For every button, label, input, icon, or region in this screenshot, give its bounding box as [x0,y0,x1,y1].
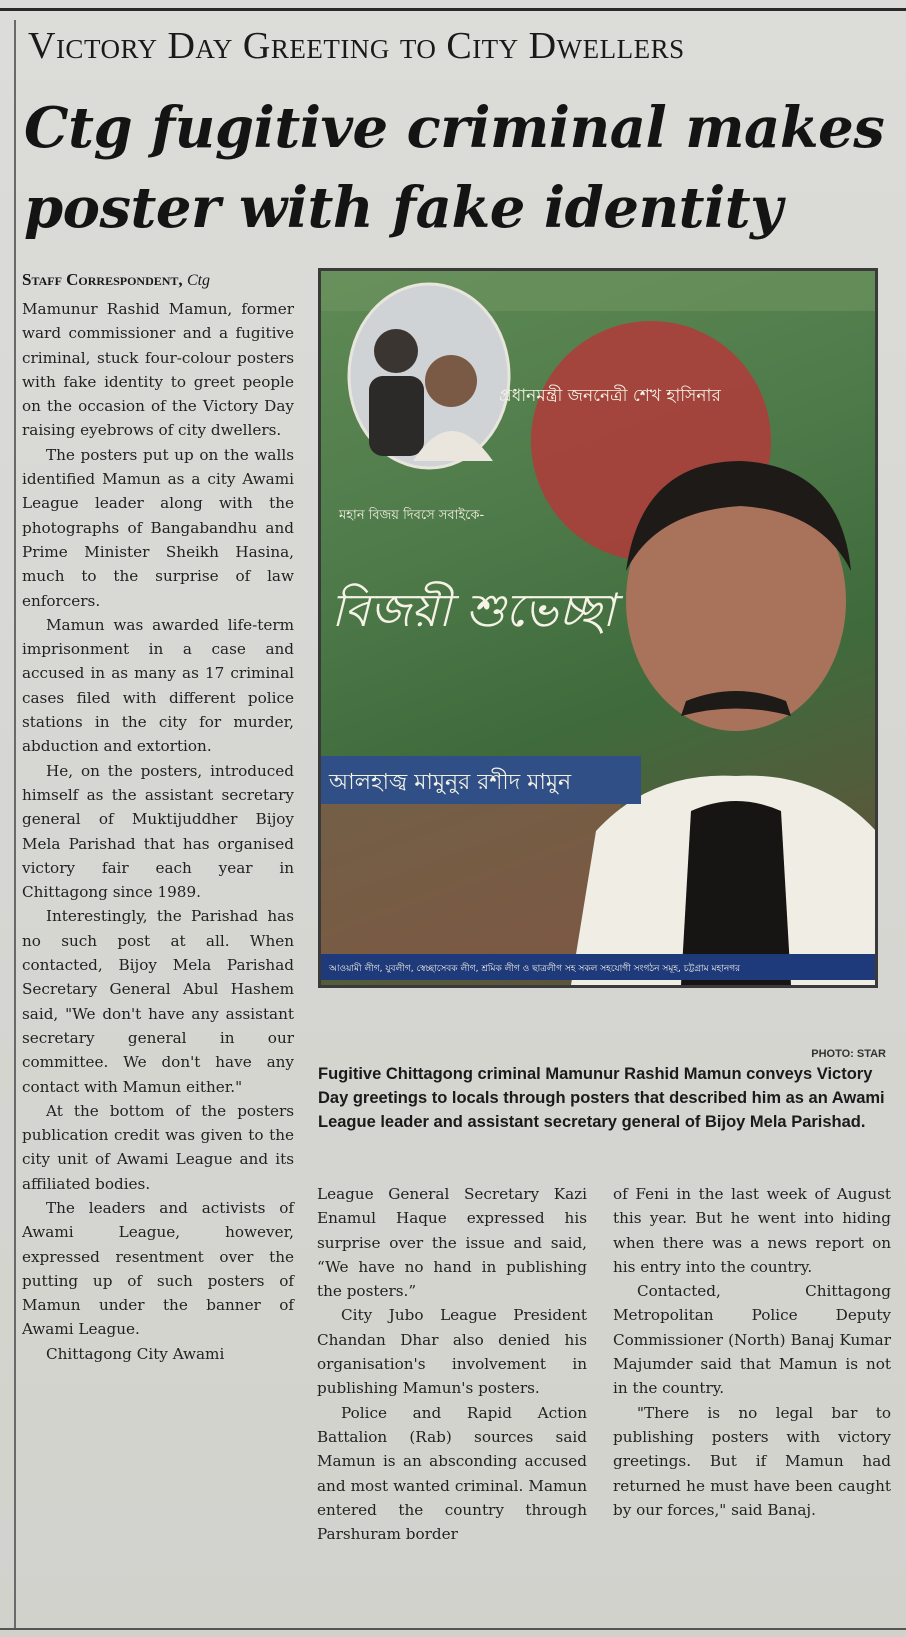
paragraph: Contacted, Chittagong Metropolitan Police Deputy Commissioner (North) Banaj Kumar Majumder said that Mamun is not in the country. [613,1282,891,1398]
paragraph: He, on the posters, introduced himself as the assistant secretary general of Muktijuddher Bijoy Mela Parishad that has organised victory fair each year in Chittagong since 1989. [22,761,294,902]
paragraph: Police and Rapid Action Battalion (Rab) sources said Mamun is an absconding accused and most wanted criminal. Mamun entered the country through Parshuram border [317,1403,587,1544]
photo-credit: PHOTO: STAR [811,1048,886,1060]
poster-top-line: প্রধানমন্ত্রী জননেত্রী শেখ হাসিনার [499,386,721,406]
paragraph: City Jubo League President Chandan Dhar also denied his organisation's involvement in publishing Mamun's posters. [317,1306,587,1398]
poster-name: আলহাজ্ব মামুনুর রশীদ মামুন [329,770,572,795]
left-rule [14,20,16,1630]
paragraph: Chittagong City Awami [46,1344,225,1363]
portrait-figure-2 [425,355,477,407]
poster-photo [318,268,878,988]
portrait-figure-1 [374,329,418,373]
poster-illustration [321,271,875,985]
paragraph: The posters put up on the walls identified Mamun as a city Awami League leader along with the photographs of Bangabandhu and Prime Minister Sheikh Hasina, much to the surprise of law enforcers. [22,445,294,610]
photo-caption: Fugitive Chittagong criminal Mamunur Rashid Mamun conveys Victory Day greetings to locals through posters that described him as an Awami League leader and assistant secretary general of Bijoy Mela Parishad. [318,1065,885,1131]
portrait-figure-1-body [369,376,424,456]
poster-greeting-small: মহান বিজয় দিবসে সবাইকে- [339,508,485,523]
kicker: Victory Day Greeting to City Dwellers [28,25,685,67]
paragraph: Mamunur Rashid Mamun, former ward commissioner and a fugitive criminal, stuck four-colour posters with fake identity to greet people on the occasion of the Victory Day raising eyebrows of city dwellers. [22,300,294,440]
column-1 [22,297,294,1366]
paragraph: At the bottom of the posters publication credit was given to the city unit of Awami League and its affiliated bodies. [22,1101,294,1193]
poster-lower-band [321,791,621,961]
paragraph: of Feni in the last week of August this year. But he went into hiding when there was a news report on his entry into the country. [613,1185,891,1276]
paragraph: The leaders and activists of Awami League, however, expressed resentment over the putting up of such posters of Mamun under the banner of Awami League. [22,1198,294,1339]
headline: Ctg fugitive criminal makes poster with fake identity [24,95,885,241]
byline-role: Staff Correspondent, [22,270,187,289]
column-3 [613,1182,891,1522]
poster-greeting-big: বিজয়ী শুভেচ্ছা [331,583,616,637]
byline-location: Ctg [186,272,211,289]
top-rule [0,8,906,11]
paragraph: Mamun was awarded life-term imprisonment in a case and accused in as many as 17 criminal cases filed with different police stations in the city for murder, abduction and extortion. [22,615,294,756]
poster-footer: আওয়ামী লীগ, যুবলীগ, স্বেচ্ছাসেবক লীগ, শ্রমিক লীগ ও ছাত্রলীগ সহ সকল সহযোগী সংগঠন সমূহ, চট্টগ্রাম মহানগর [329,964,741,974]
byline [22,270,312,290]
paragraph: Interestingly, the Parishad has no such post at all. When contacted, Bijoy Mela Parishad Secretary General Abul Hashem said, "We don't have any assistant secretary general in our committee. We don't have any contact with Mamun either." [22,907,294,1096]
paragraph: "There is no legal bar to publishing posters with victory greetings. But if Mamun had returned he must have been caught by our forces," said Banaj. [613,1403,891,1519]
column-2 [317,1182,587,1546]
bottom-rule [0,1628,906,1630]
paragraph: League General Secretary Kazi Enamul Haque expressed his surprise over the issue and said, “We have no hand in publishing the posters.” [317,1185,587,1301]
